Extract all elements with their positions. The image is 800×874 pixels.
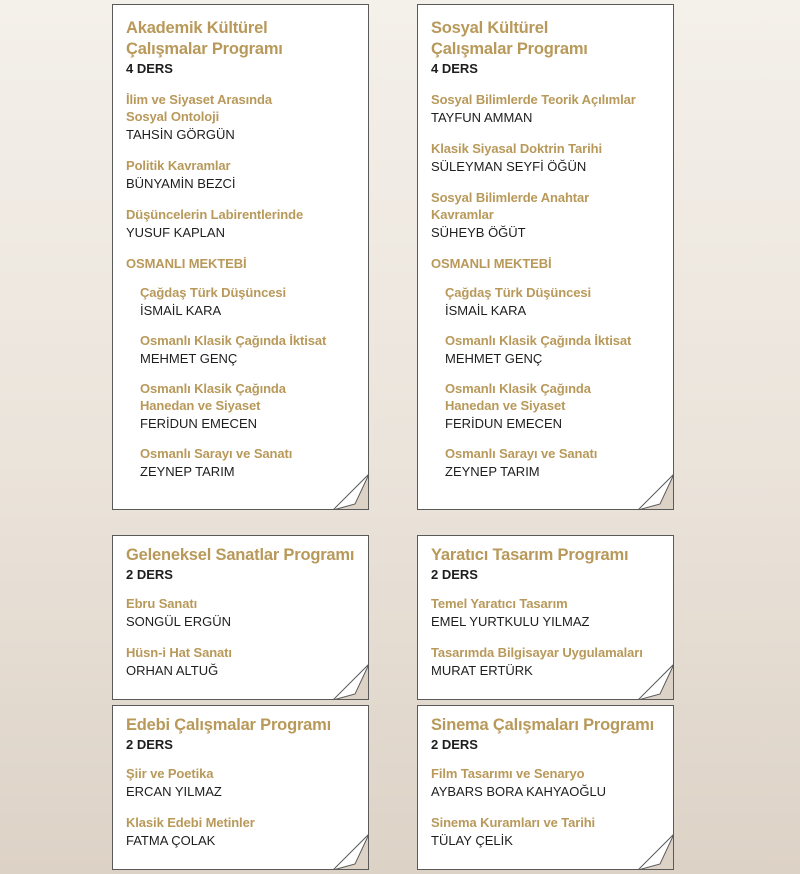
course-item [126,644,358,679]
course-item [140,284,358,319]
instructor-name: TAHSİN GÖRGÜN [126,127,235,142]
course-item [126,595,358,630]
section-heading: OSMANLI MEKTEBİ [431,256,552,271]
program-card-edebi-calismalar [112,705,369,870]
course-item [431,189,663,241]
course-item [126,765,358,800]
course-item [445,445,663,480]
course-item [140,445,358,480]
course-item [126,157,358,192]
program-card-akademik-kulturel [112,4,369,510]
instructor-name: İSMAİL KARA [140,303,222,318]
course-title: Sosyal Bilimlerde Teorik Açılımlar [431,92,636,107]
course-title: Ebru Sanatı [126,596,198,611]
program-title: Yaratıcı Tasarım Programı [431,546,629,564]
page-curl-icon [638,664,674,700]
section-heading: OSMANLI MEKTEBİ [126,256,247,271]
course-title: Sosyal Bilimlerde Anahtar Kavramlar [431,190,590,222]
course-count: 4 DERS [431,61,478,76]
page-curl-icon [638,474,674,510]
course-item [126,91,358,143]
course-item [431,644,663,679]
instructor-name: FERİDUN EMECEN [140,416,258,431]
course-title: Klasik Siyasal Doktrin Tarihi [431,141,602,156]
course-title: Politik Kavramlar [126,158,231,173]
program-title: Geleneksel Sanatlar Programı [126,546,355,564]
course-title: Temel Yaratıcı Tasarım [431,596,568,611]
course-title: Çağdaş Türk Düşüncesi [445,285,591,300]
course-item [126,814,358,849]
program-title: Akademik Kültürel Çalışmalar Programı [126,19,283,58]
instructor-name: AYBARS BORA KAHYAOĞLU [431,784,607,799]
course-item [431,140,663,175]
instructor-name: SÜLEYMAN SEYFİ ÖĞÜN [431,159,587,174]
course-count: 4 DERS [126,61,173,76]
course-title: Çağdaş Türk Düşüncesi [140,285,286,300]
course-item [431,595,663,630]
course-title: Tasarımda Bilgisayar Uygulamaları [431,645,643,660]
program-card-yaratici-tasarim [417,535,674,700]
course-count: 2 DERS [126,737,173,752]
instructor-name: ERCAN YILMAZ [126,784,222,799]
course-title: Hüsn-i Hat Sanatı [126,645,232,660]
program-card-sosyal-kulturel [417,4,674,510]
instructor-name: FERİDUN EMECEN [445,416,563,431]
page-curl-icon [333,474,369,510]
course-item [126,206,358,241]
instructor-name: YUSUF KAPLAN [126,225,225,240]
program-card-sinema-calismalari [417,705,674,870]
course-item [431,814,663,849]
program-title: Sosyal Kültürel Çalışmalar Programı [431,19,588,58]
course-title: Klasik Edebi Metinler [126,815,255,830]
instructor-name: SÜHEYB ÖĞÜT [431,225,526,240]
course-item [431,91,663,126]
course-item [445,284,663,319]
course-item [431,765,663,800]
instructor-name: ZEYNEP TARIM [445,464,540,479]
instructor-name: ZEYNEP TARIM [140,464,235,479]
instructor-name: MURAT ERTÜRK [431,663,533,678]
instructor-name: İSMAİL KARA [445,303,527,318]
course-item [140,332,358,367]
course-title: İlim ve Siyaset Arasında Sosyal Ontoloji [126,92,272,124]
instructor-name: TAYFUN AMMAN [431,110,533,125]
program-card-geleneksel-sanatlar [112,535,369,700]
instructor-name: MEHMET GENÇ [140,351,238,366]
course-item [445,332,663,367]
course-count: 2 DERS [431,567,478,582]
course-count: 2 DERS [431,737,478,752]
course-count: 2 DERS [126,567,173,582]
instructor-name: MEHMET GENÇ [445,351,543,366]
course-title: Osmanlı Klasik Çağında Hanedan ve Siyaset [445,381,591,413]
instructor-name: TÜLAY ÇELİK [431,833,513,848]
course-title: Sinema Kuramları ve Tarihi [431,815,596,830]
course-title: Düşüncelerin Labirentlerinde [126,207,304,222]
course-item [140,380,358,432]
course-title: Şiir ve Poetika [126,766,214,781]
course-title: Osmanlı Klasik Çağında İktisat [140,333,327,348]
course-title: Osmanlı Sarayı ve Sanatı [445,446,598,461]
course-title: Osmanlı Sarayı ve Sanatı [140,446,293,461]
page-curl-icon [638,834,674,870]
page-curl-icon [333,664,369,700]
course-title: Film Tasarımı ve Senaryo [431,766,585,781]
course-item [445,380,663,432]
course-title: Osmanlı Klasik Çağında Hanedan ve Siyaset [140,381,286,413]
program-title: Sinema Çalışmaları Programı [431,716,654,734]
program-title: Edebi Çalışmalar Programı [126,716,331,734]
instructor-name: EMEL YURTKULU YILMAZ [431,614,590,629]
instructor-name: FATMA ÇOLAK [126,833,216,848]
page-curl-icon [333,834,369,870]
instructor-name: ORHAN ALTUĞ [126,663,219,678]
course-title: Osmanlı Klasik Çağında İktisat [445,333,632,348]
instructor-name: BÜNYAMİN BEZCİ [126,176,236,191]
instructor-name: SONGÜL ERGÜN [126,614,231,629]
